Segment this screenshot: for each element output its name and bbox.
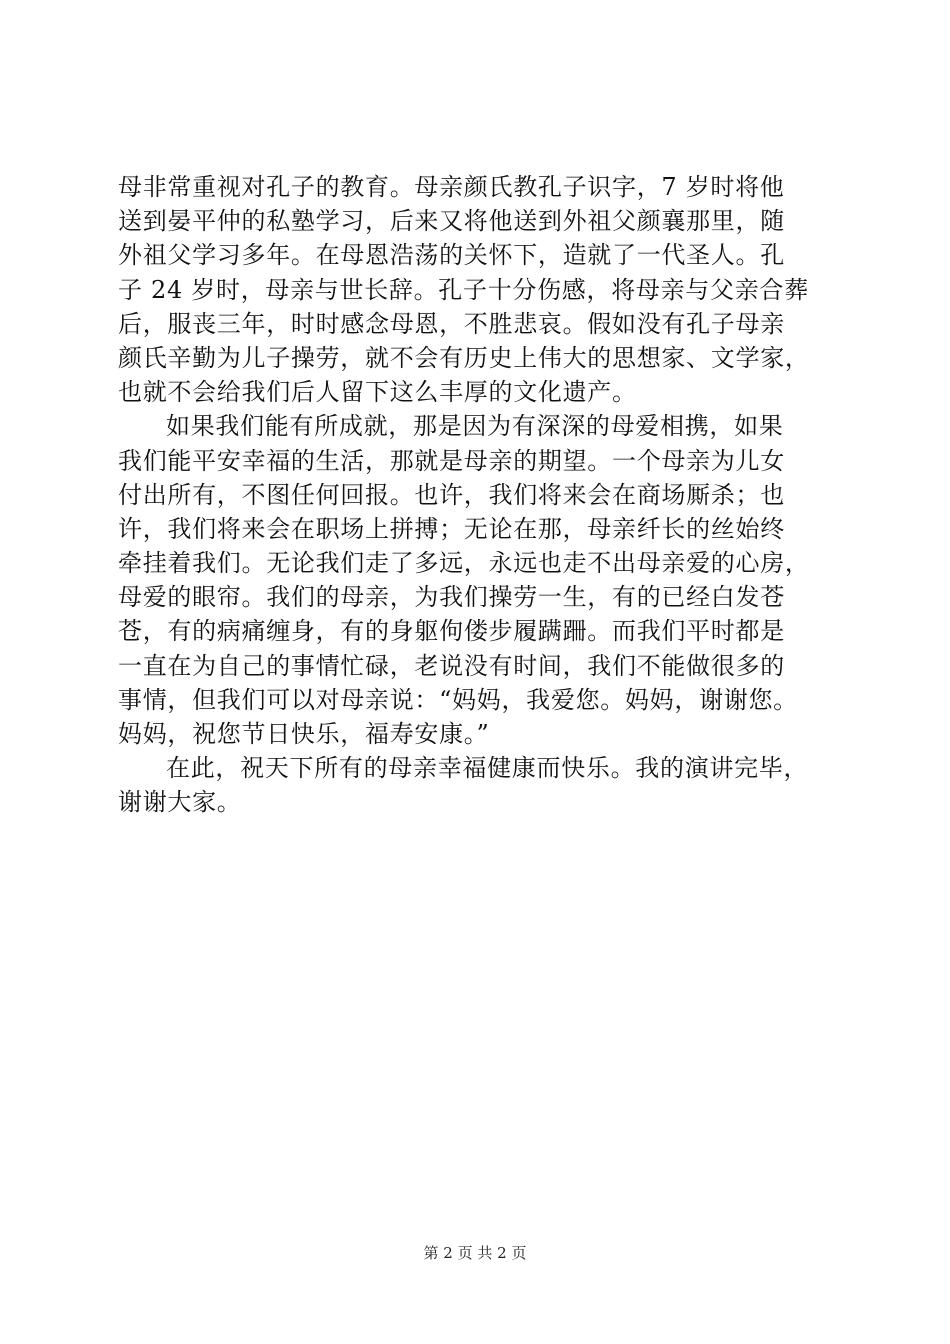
text-line: 苍，有的病痛缠身，有的身躯佝偻步履蹒跚。而我们平时都是: [118, 617, 785, 646]
text-line: 子 24 岁时，母亲与世长辞。孔子十分伤感，将母亲与父亲合葬: [118, 275, 809, 304]
text-line: 付出所有，不图任何回报。也许，我们将来会在商场厮杀；也: [118, 480, 785, 509]
text-line: 后，服丧三年，时时感念母恩，不胜悲哀。假如没有孔子母亲: [118, 309, 785, 338]
page-number-label: 第 2 页 共 2 页: [423, 1244, 527, 1262]
text-line: 颜氏辛勤为儿子操劳，就不会有历史上伟大的思想家、文学家，: [118, 343, 810, 372]
text-line: 谢谢大家。: [118, 788, 242, 817]
paragraph: [118, 751, 838, 819]
text-line: 母爱的眼帘。我们的母亲，为我们操劳一生，有的已经白发苍: [118, 583, 785, 612]
text-line: 在此，祝天下所有的母亲幸福健康而快乐。我的演讲完毕，: [166, 754, 809, 783]
page-footer: [0, 1243, 950, 1263]
text-line: 许，我们将来会在职场上拼搏；无论在那，母亲纤长的丝始终: [118, 514, 785, 543]
text-line: 我们能平安幸福的生活，那就是母亲的期望。一个母亲为儿女: [118, 446, 785, 475]
text-line: 牵挂着我们。无论我们走了多远，永远也走不出母亲爱的心房，: [118, 549, 810, 578]
text-line: 母非常重视对孔子的教育。母亲颜氏教孔子识字，7 岁时将他: [118, 173, 785, 201]
document-body: [118, 170, 838, 820]
text-line: 外祖父学习多年。在母恩浩荡的关怀下，造就了一代圣人。孔: [118, 241, 785, 270]
paragraph: [118, 409, 838, 751]
paragraph: [118, 170, 838, 409]
text-line: 妈妈，祝您节日快乐，福寿安康。”: [118, 720, 490, 748]
text-line: 如果我们能有所成就，那是因为有深深的母爱相携，如果: [166, 412, 784, 441]
text-line: 事情，但我们可以对母亲说：“妈妈，我爱您。妈妈，谢谢您。: [118, 685, 798, 714]
text-line: 也就不会给我们后人留下这么丰厚的文化遗产。: [118, 378, 637, 407]
text-line: 送到晏平仲的私塾学习，后来又将他送到外祖父颜襄那里，随: [118, 207, 785, 236]
text-line: 一直在为自己的事情忙碌，老说没有时间，我们不能做很多的: [118, 651, 785, 680]
